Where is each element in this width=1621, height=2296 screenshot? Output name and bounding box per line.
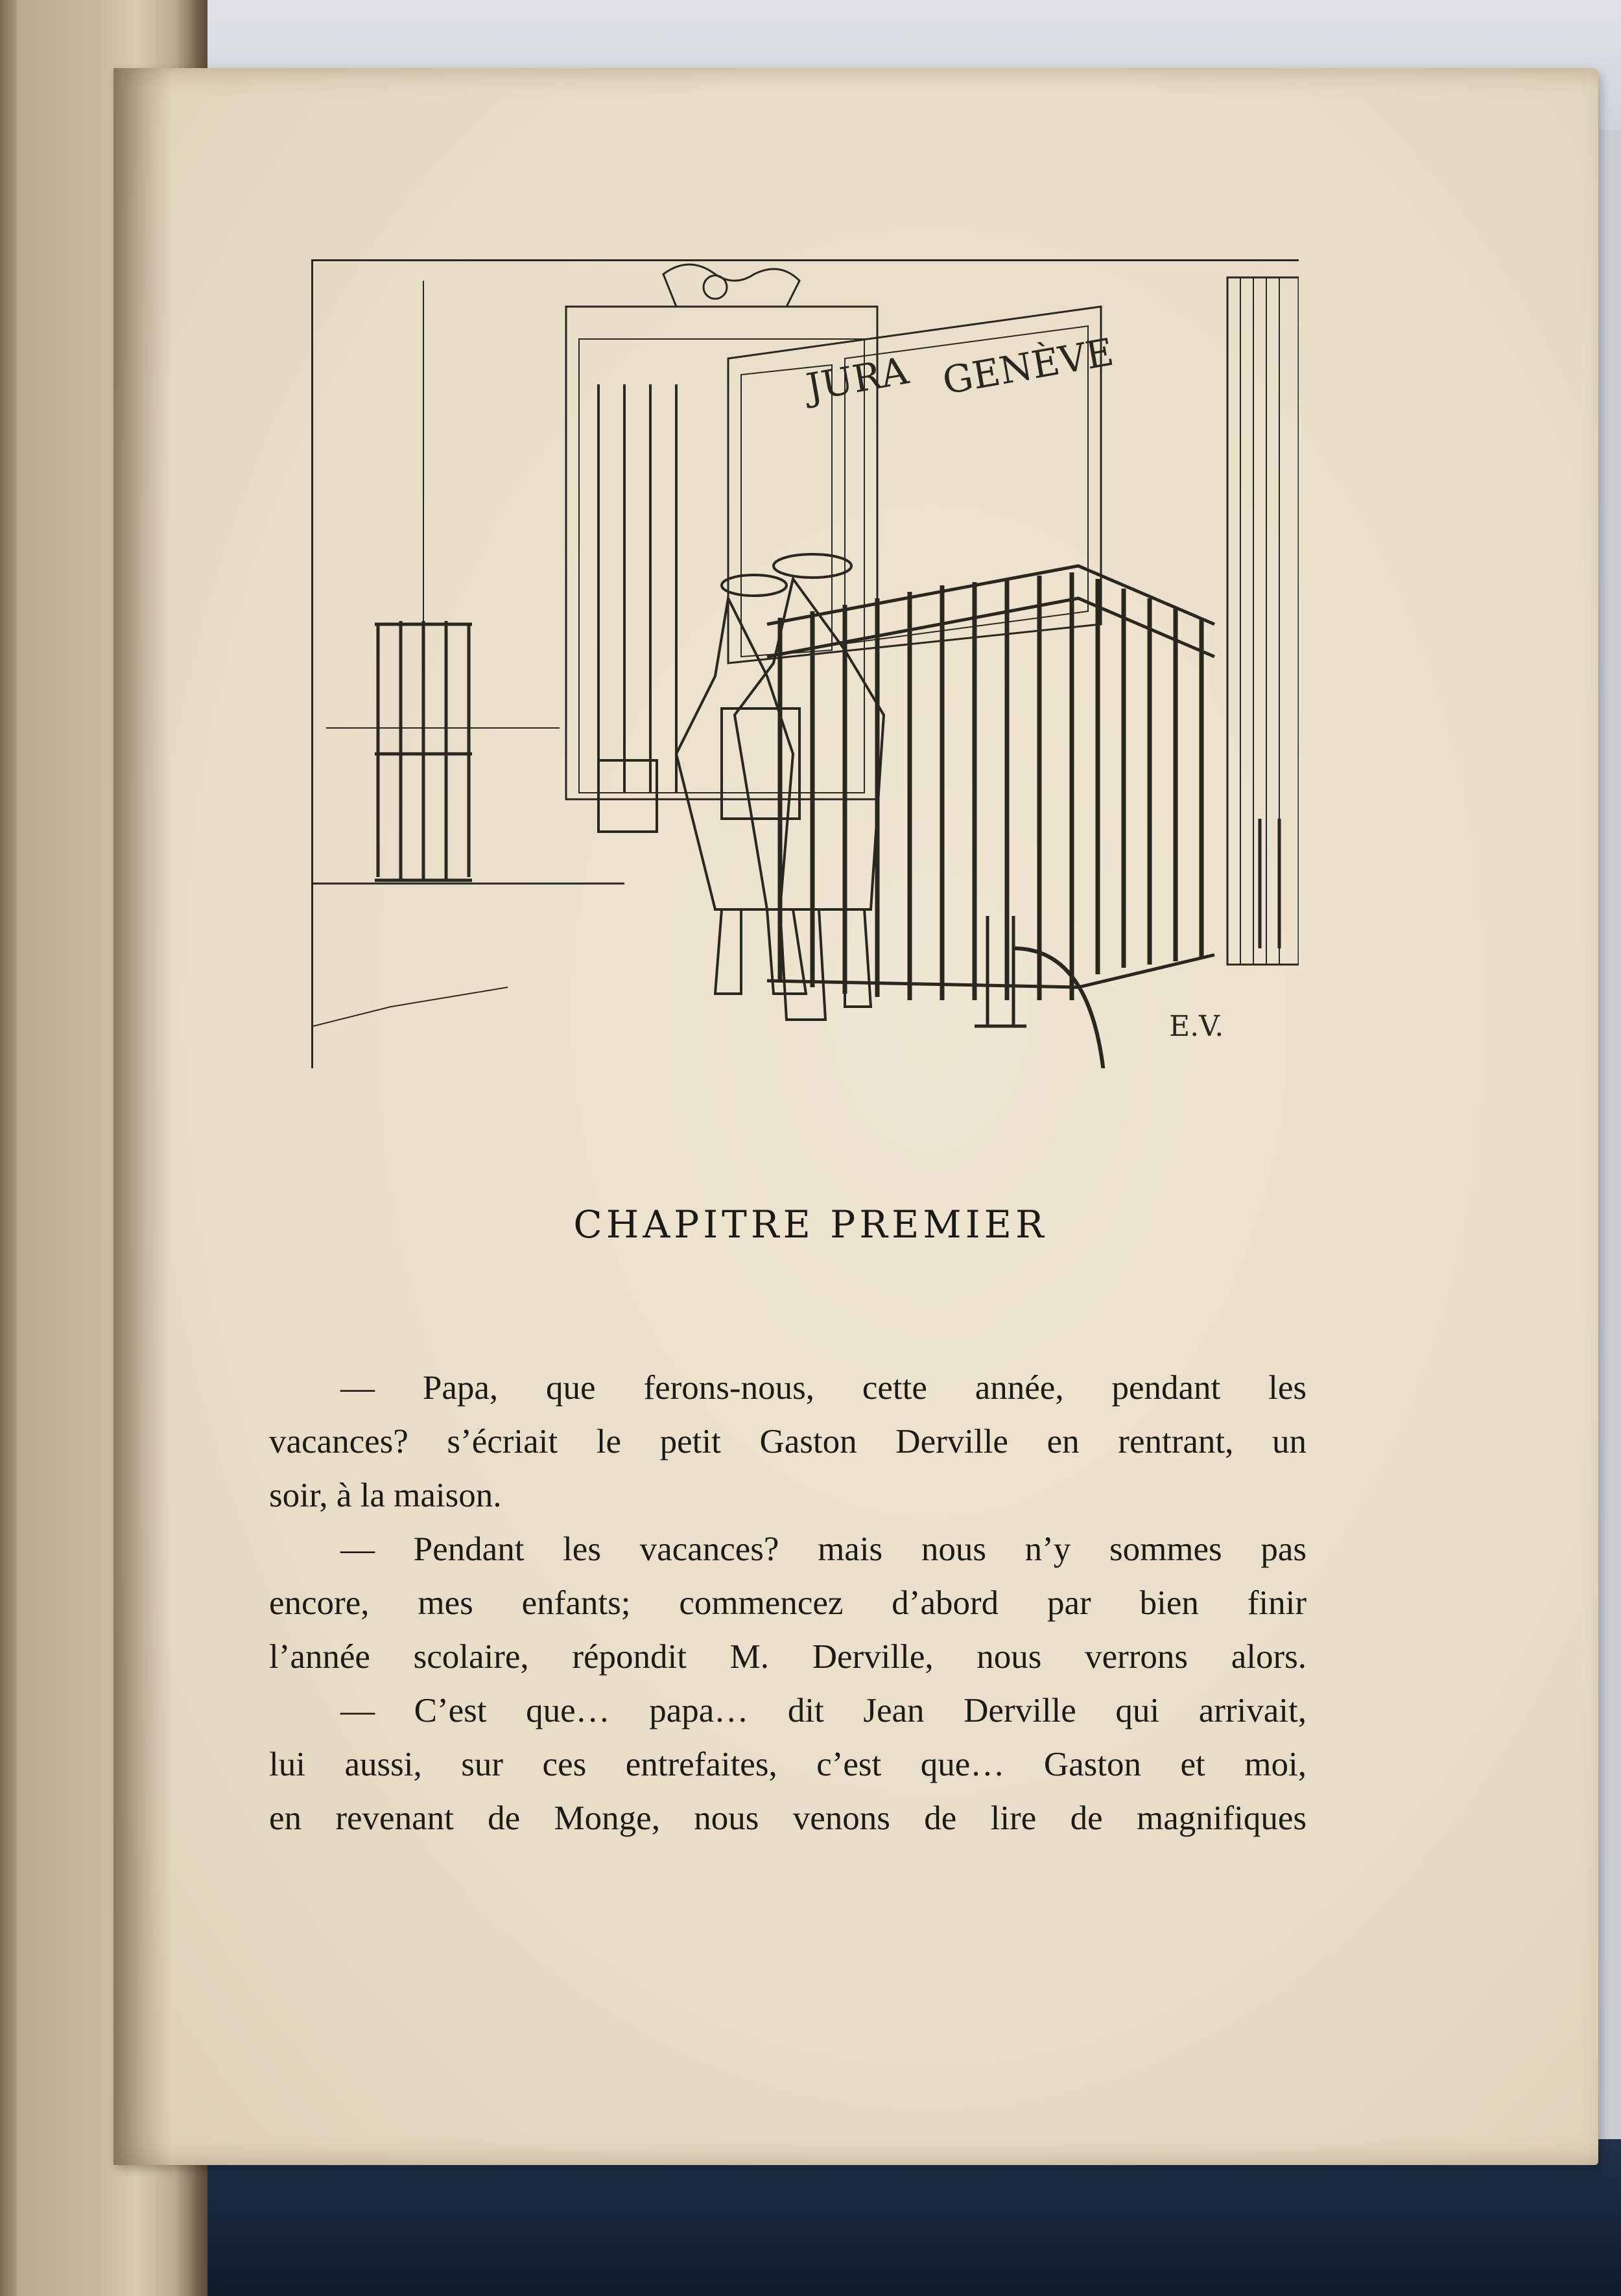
book-cover-edge [0,0,17,2296]
text-line: l’année scolaire, répondit M. Derville, nous verrons alors. [269,1638,1307,1676]
text-line: soir, à la maison. [269,1477,502,1514]
text-line: encore, mes enfants; commencez d’abord par bien finir [269,1584,1307,1622]
text-line: vacances? s’écriait le petit Gaston Derville en rentrant, un [269,1423,1307,1460]
chapter-illustration [311,259,1299,1068]
text-line: en revenant de Monge, nous venons de lire de magnifiques [269,1799,1307,1837]
text-line: — Pendant les vacances? mais nous n’y sommes pas [340,1530,1307,1568]
illustration-drawing [313,261,1299,1068]
sign-geneve: GENÈVE [939,329,1117,403]
chapter-title: CHAPITRE PREMIER [573,1202,1048,1247]
sign-jura: JURA [803,348,912,410]
illustrator-signature: E.V. [1169,1010,1224,1043]
gutter-shadow [113,68,172,2165]
text-line: — Papa, que ferons-nous, cette année, pendant les [340,1369,1307,1407]
text-line: lui aussi, sur ces entrefaites, c’est que… Gaston et moi, [269,1746,1307,1783]
body-text [269,1361,1307,1845]
text-line: — C’est que… papa… dit Jean Derville qui arrivait, [340,1692,1307,1729]
